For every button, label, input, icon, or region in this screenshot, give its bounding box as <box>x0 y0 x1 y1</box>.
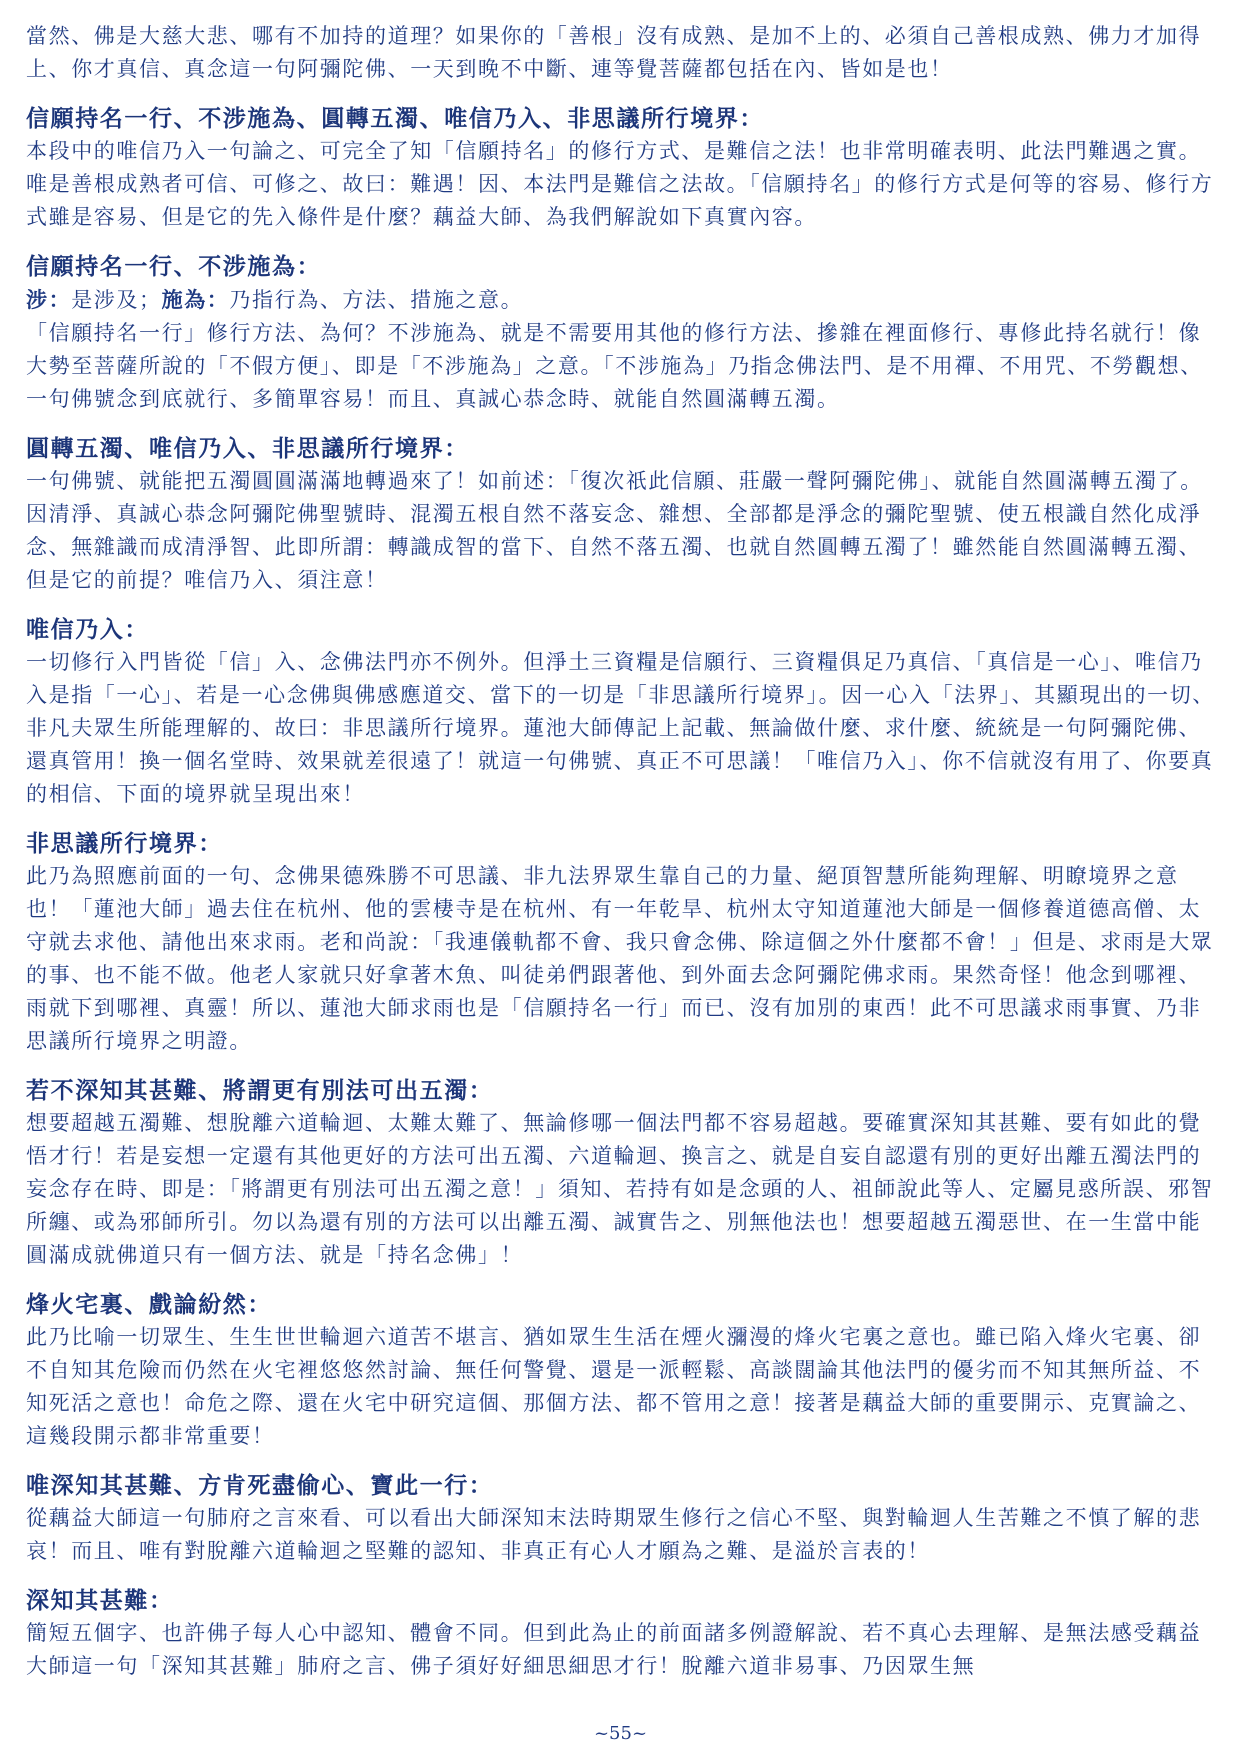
section-heading: 深知其甚難： <box>26 1587 174 1614</box>
section-1 <box>26 102 1216 234</box>
section-heading: 信願持名一行、不涉施為： <box>26 253 322 280</box>
definition-term: 涉： <box>26 287 72 312</box>
section-9 <box>26 1584 1216 1683</box>
section-heading: 若不深知其甚難、將謂更有別法可出五濁： <box>26 1077 494 1104</box>
section-body: 簡短五個字、也許佛子每人心中認知、體會不同。但到此為止的前面諸多例證解說、若不真心去理解、是無法感受藕益大師這一句「深知其甚難」肺府之言、佛子須好好細思細思才行！脫離六道非易事、乃因眾生無 <box>26 1621 1202 1678</box>
section-body: 「信願持名一行」修行方法、為何？不涉施為、就是不需要用其他的修行方法、摻雜在裡面修行、專修此持名就行！像大勢至菩薩所說的「不假方便」、即是「不涉施為」之意。「不涉施為」乃指念佛法門、是不用禪、不用咒、不勞觀想、一句佛號念到底就行、多簡單容易！而且、真誠心恭念時、就能自然圓滿轉五濁。 <box>26 321 1203 411</box>
section-5 <box>26 827 1216 1058</box>
section-body: 此乃比喻一切眾生、生生世世輪迴六道苦不堪言、猶如眾生生活在煙火瀰漫的烽火宅裏之意也。雖已陷入烽火宅裏、卻不自知其危險而仍然在火宅裡悠悠然討論、無任何警覺、還是一派輕鬆、高談闊論其他法門的優劣而不知其無所益、不知死活之意也！命危之際、還在火宅中研究這個、那個方法、都不管用之意！接著是藕益大師的重要開示、克實論之、這幾段開示都非常重要！ <box>26 1325 1202 1448</box>
definition-text: 乃指行為、方法、措施之意。 <box>229 288 524 312</box>
section-body: 想要超越五濁難、想脫離六道輪迴、太難太難了、無論修哪一個法門都不容易超越。要確實深知其甚難、要有如此的覺悟才行！若是妄想一定還有其他更好的方法可出五濁、六道輪迴、換言之、就是自妄自認還有別的更好出離五濁法門的妄念存在時、即是：「將謂更有別法可出五濁之意！」須知、若持有如是念頭的人、祖師說此等人、定屬見惑所誤、邪智所纏、或為邪師所引。勿以為還有別的方法可以出離五濁、誠實告之、別無他法也！想要超越五濁惡世、在一生當中能圓滿成就佛道只有一個方法、就是「持名念佛」！ <box>26 1111 1214 1267</box>
section-2 <box>26 250 1216 416</box>
section-body: 本段中的唯信乃入一句論之、可完全了知「信願持名」的修行方式、是難信之法！也非常明確表明、此法門難遇之實。唯是善根成熟者可信、可修之、故曰：難遇！因、本法門是難信之法故。「信願持名」的修行方式是何等的容易、修行方式雖是容易、但是它的先入條件是什麼？藕益大師、為我們解說如下真實內容。 <box>26 139 1214 229</box>
section-heading: 唯信乃入： <box>26 616 149 643</box>
page-number: ~55~ <box>593 1723 648 1744</box>
section-7 <box>26 1288 1216 1453</box>
section-heading: 信願持名一行、不涉施為、圓轉五濁、唯信乃入、非思議所行境界： <box>26 105 764 132</box>
document-page <box>26 20 1216 1730</box>
section-heading: 烽火宅裏、戲論紛然： <box>26 1291 272 1318</box>
section-body: 從藕益大師這一句肺府之言來看、可以看出大師深知末法時期眾生修行之信心不堅、與對輪迴人生苦難之不慎了解的悲哀！而且、唯有對脫離六道輪迴之堅難的認知、非真正有心人才願為之難、是溢於言表的！ <box>26 1506 1202 1563</box>
definition-text: 是涉及； <box>71 288 162 312</box>
intro-paragraph: 當然、佛是大慈大悲、哪有不加持的道理？如果你的「善根」沒有成熟、是加不上的、必須自己善根成熟、佛力才加得上、你才真信、真念這一句阿彌陀佛、一天到晚不中斷、連等覺菩薩都包括在內、皆如是也！ <box>26 24 1202 81</box>
section-4 <box>26 613 1216 811</box>
section-body: 一切修行入門皆從「信」入、念佛法門亦不例外。但淨土三資糧是信願行、三資糧俱足乃真信、「真信是一心」、唯信乃入是指「一心」、若是一心念佛與佛感應道交、當下的一切是「非思議所行境界」。因一心入「法界」、其顯現出的一切、非凡夫眾生所能理解的、故曰：非思議所行境界。蓮池大師傳記上記載、無論做什麼、求什麼、統統是一句阿彌陀佛、還真管用！換一個名堂時、效果就差很遠了！就這一句佛號、真正不可思議！「唯信乃入」、你不信就沒有用了、你要真的相信、下面的境界就呈現出來！ <box>26 650 1215 806</box>
section-heading: 唯深知其甚難、方肯死盡偷心、寶此一行： <box>26 1472 494 1499</box>
section-heading: 非思議所行境界： <box>26 830 223 857</box>
section-body: 此乃為照應前面的一句、念佛果德殊勝不可思議、非九法界眾生靠自己的力量、絕頂智慧所能夠理解、明瞭境界之意也！「蓮池大師」過去住在杭州、他的雲棲寺是在杭州、有一年乾旱、杭州太守知道蓮池大師是一個修養道德高僧、太守就去求他、請他出來求雨。老和尚說：「我連儀軌都不會、我只會念佛、除這個之外什麼都不會！」但是、求雨是大眾的事、也不能不做。他老人家就只好拿著木魚、叫徒弟們跟著他、到外面去念阿彌陀佛求雨。果然奇怪！他念到哪裡、雨就下到哪裡、真靈！所以、蓮池大師求雨也是「信願持名一行」而已、沒有加別的東西！此不可思議求雨事實、乃非思議所行境界之明證。 <box>26 864 1214 1053</box>
definition-line <box>26 283 1216 317</box>
section-8 <box>26 1469 1216 1568</box>
section-3 <box>26 432 1216 597</box>
section-body: 一句佛號、就能把五濁圓圓滿滿地轉過來了！如前述：「復次祇此信願、莊嚴一聲阿彌陀佛」、就能自然圓滿轉五濁了。因清淨、真誠心恭念阿彌陀佛聖號時、混濁五根自然不落妄念、雜想、全部都是淨念的彌陀聖號、使五根識自然化成淨念、無雜識而成清淨智、此即所謂：轉識成智的當下、自然不落五濁、也就自然圓轉五濁了！雖然能自然圓滿轉五濁、但是它的前提？唯信乃入、須注意！ <box>26 469 1203 592</box>
definition-term: 施為： <box>161 287 230 312</box>
section-heading: 圓轉五濁、唯信乃入、非思議所行境界： <box>26 435 469 462</box>
section-6 <box>26 1074 1216 1272</box>
